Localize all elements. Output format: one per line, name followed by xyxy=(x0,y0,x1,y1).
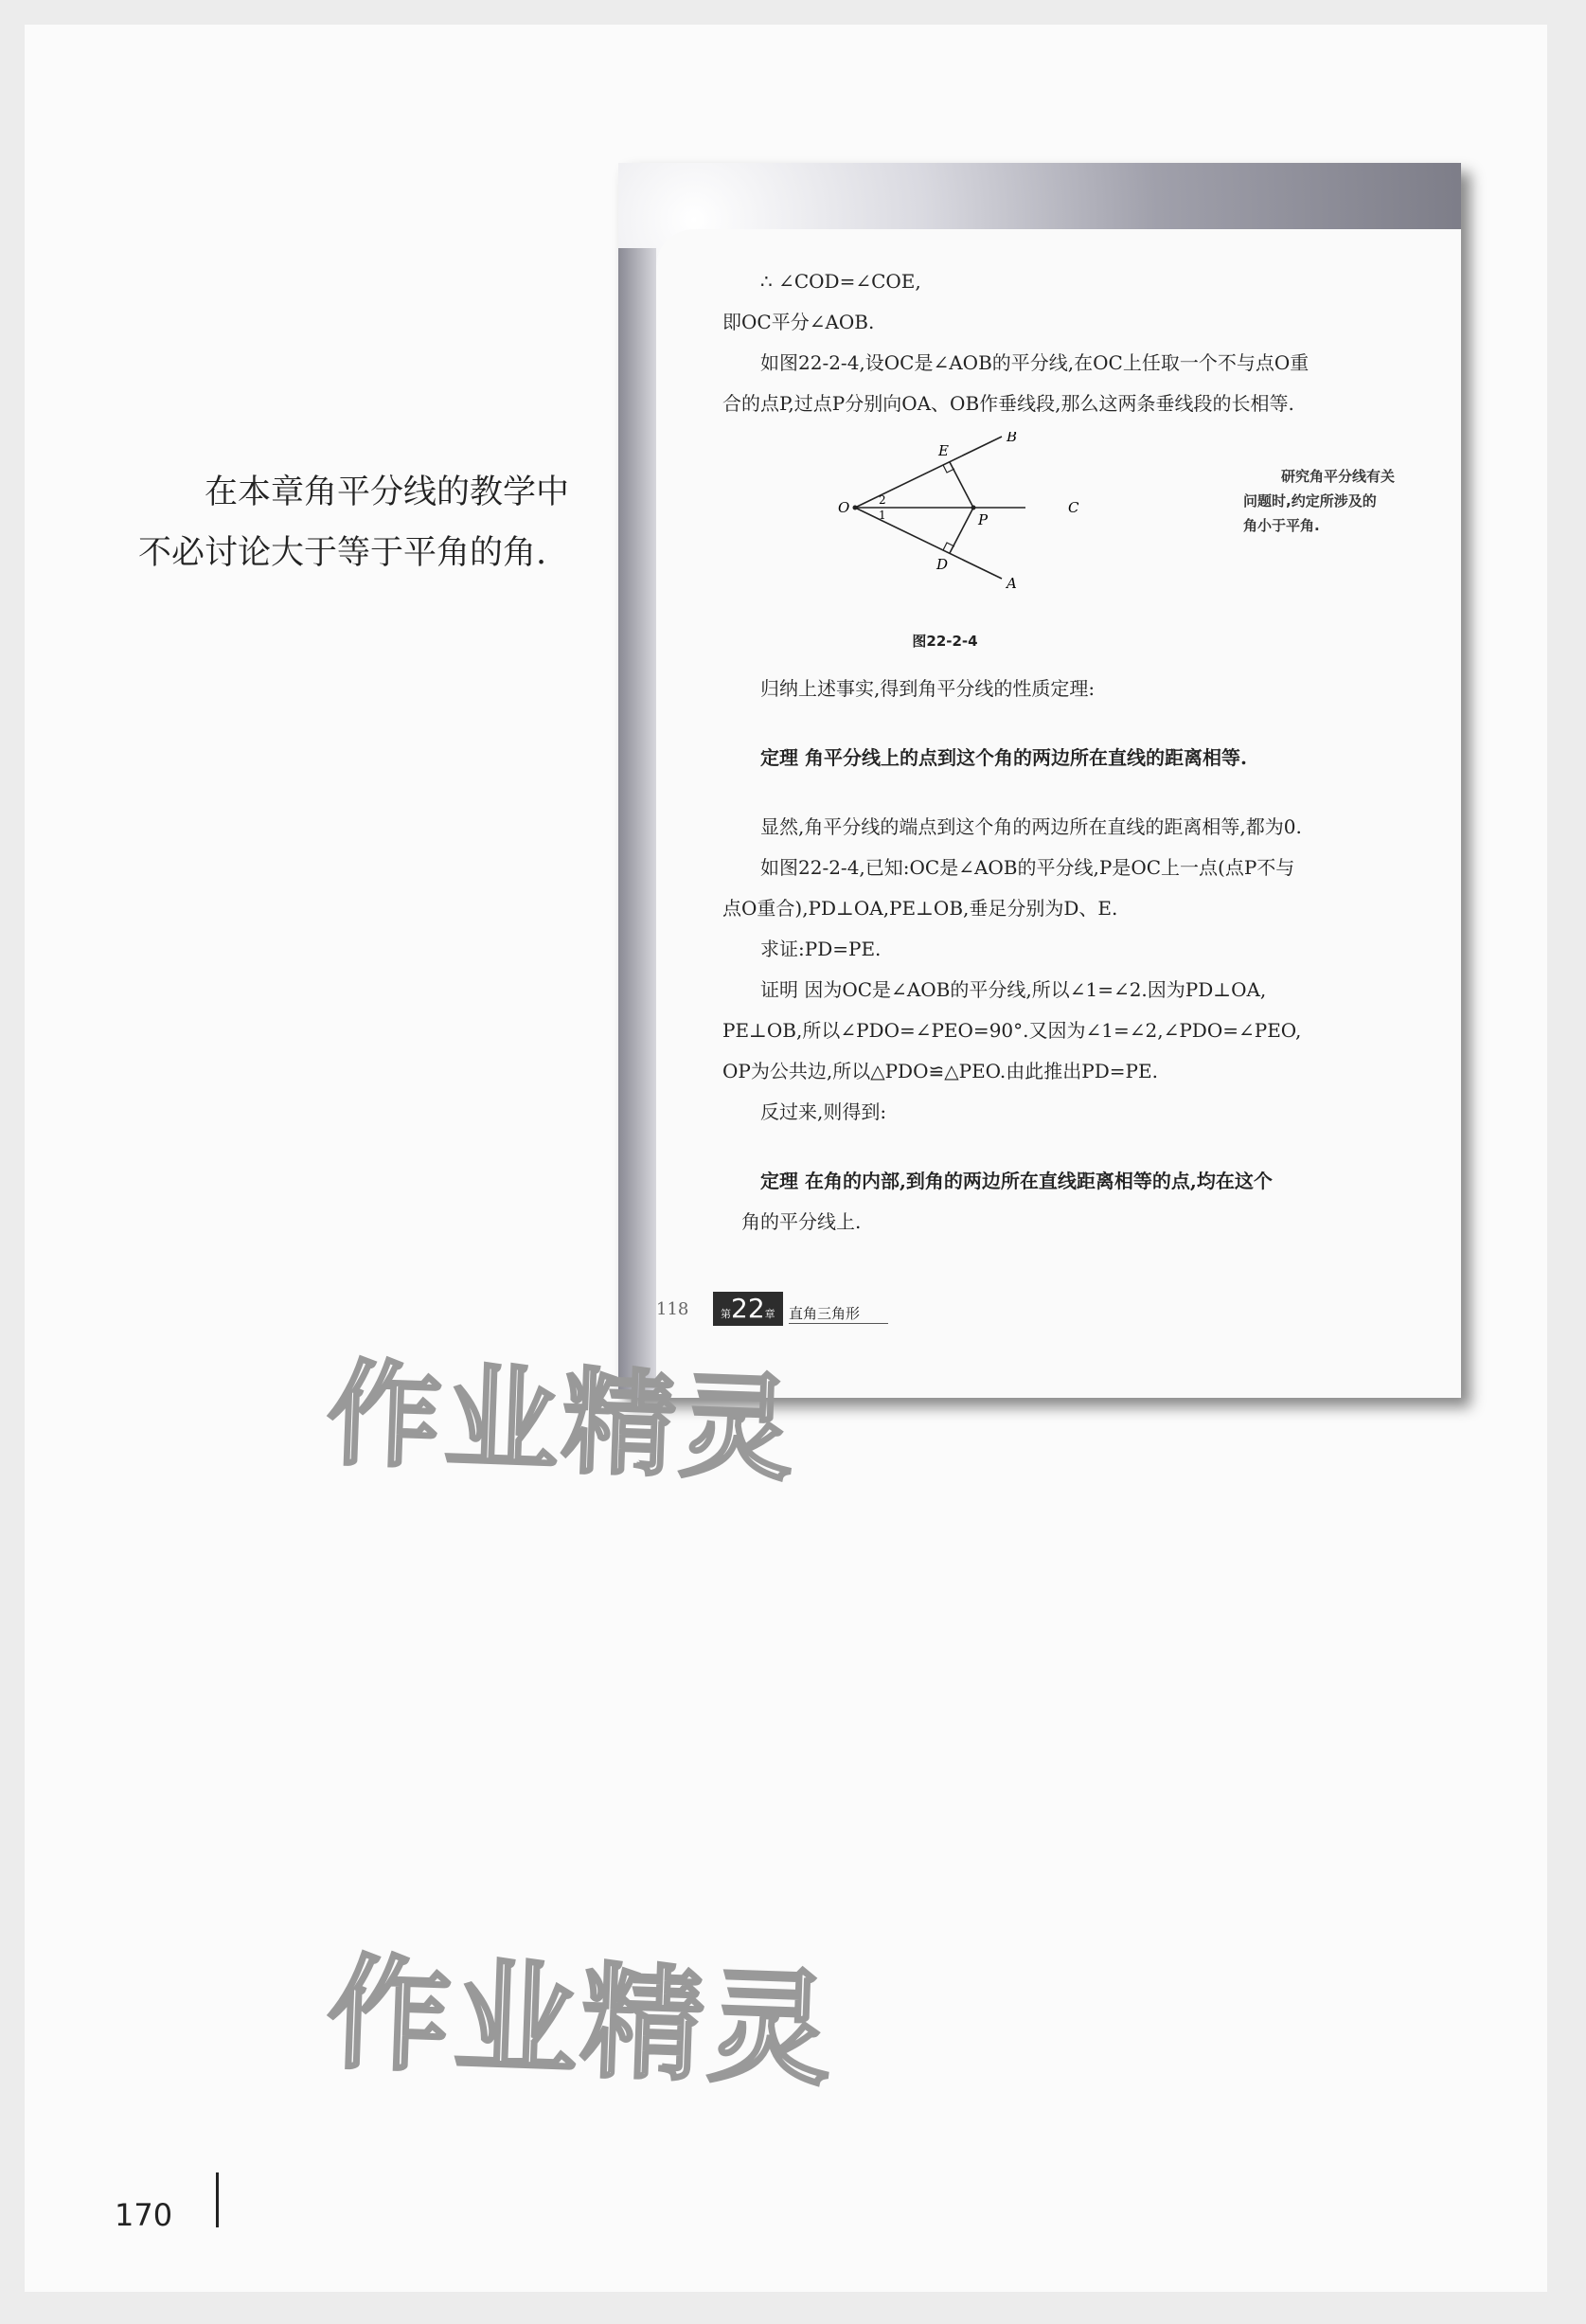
embedded-page-side-band xyxy=(618,248,656,1398)
angle-bisector-diagram xyxy=(836,432,1139,621)
page-number: 170 xyxy=(115,2197,173,2233)
text-line: 如图22-2-4,已知:OC是∠AOB的平分线,P是OC上一点(点P不与 xyxy=(760,856,1295,879)
chapter-title: 直角三角形 xyxy=(789,1303,888,1324)
label-O: O xyxy=(838,499,850,516)
label-A: A xyxy=(1007,575,1017,592)
margin-note-line: 研究角平分线有关 xyxy=(1281,468,1396,485)
text-line: 点O重合),PD⊥OA,PE⊥OB,垂足分别为D、E. xyxy=(722,897,1118,920)
side-note-line-2: 不必讨论大于等于平角的角. xyxy=(138,534,547,572)
text-line: 如图22-2-4,设OC是∠AOB的平分线,在OC上任取一个不与点O重 xyxy=(760,351,1310,374)
chapter-badge: 第22章 xyxy=(713,1292,783,1326)
theorem-2: 定理 在角的内部,到角的两边所在直线距离相等的点,均在这个 xyxy=(760,1170,1273,1192)
watermark-logo: 作业精灵 xyxy=(325,1349,799,1497)
theorem-2-continued: 角的平分线上. xyxy=(741,1210,862,1233)
teaching-side-note xyxy=(138,462,583,583)
text-line: 即OC平分∠AOB. xyxy=(722,311,875,333)
label-D: D xyxy=(936,556,949,573)
label-B: B xyxy=(1007,432,1018,445)
figure-22-2-4 xyxy=(722,432,1414,669)
text-line: 归纳上述事实,得到角平分线的性质定理: xyxy=(760,677,1096,700)
side-note-line-1: 在本章角平分线的教学中 xyxy=(205,474,570,511)
embedded-page-content xyxy=(656,229,1461,1398)
embedded-page-footer xyxy=(656,1290,1461,1332)
embedded-body-text xyxy=(722,261,1414,1242)
theorem-1: 定理 角平分线上的点到这个角的两边所在直线的距离相等. xyxy=(760,746,1247,769)
text-line: 合的点P,过点P分别向OA、OB作垂线段,那么这两条垂线段的长相等. xyxy=(722,392,1294,415)
label-E: E xyxy=(938,442,949,459)
watermark-logo: 作业精灵 xyxy=(325,1940,838,2103)
text-line: 显然,角平分线的端点到这个角的两边所在直线的距离相等,都为0. xyxy=(760,815,1302,838)
text-line: ∴ ∠COD=∠COE, xyxy=(760,270,921,293)
label-P: P xyxy=(978,511,989,528)
text-line: 证明 因为OC是∠AOB的平分线,所以∠1=∠2.因为PD⊥OA, xyxy=(760,978,1267,1001)
margin-note-line: 角小于平角. xyxy=(1243,517,1320,534)
label-angle-2: 2 xyxy=(879,493,886,507)
page-sheet xyxy=(25,25,1547,2292)
page-number-bar xyxy=(216,2172,219,2227)
text-line: OP为公共边,所以△PDO≌△PEO.由此推出PD=PE. xyxy=(722,1060,1158,1082)
margin-note xyxy=(1243,464,1442,538)
margin-note-line: 问题时,约定所涉及的 xyxy=(1243,492,1377,509)
embedded-textbook-page xyxy=(618,163,1461,1398)
label-angle-1: 1 xyxy=(879,509,886,522)
text-line: PE⊥OB,所以∠PDO=∠PEO=90°.又因为∠1=∠2,∠PDO=∠PEO, xyxy=(722,1019,1302,1042)
embedded-page-number: 118 xyxy=(656,1299,689,1319)
figure-caption: 图22-2-4 xyxy=(912,633,978,650)
label-C: C xyxy=(1068,499,1079,516)
text-line: 求证:PD=PE. xyxy=(760,938,882,960)
text-line: 反过来,则得到: xyxy=(760,1100,887,1123)
